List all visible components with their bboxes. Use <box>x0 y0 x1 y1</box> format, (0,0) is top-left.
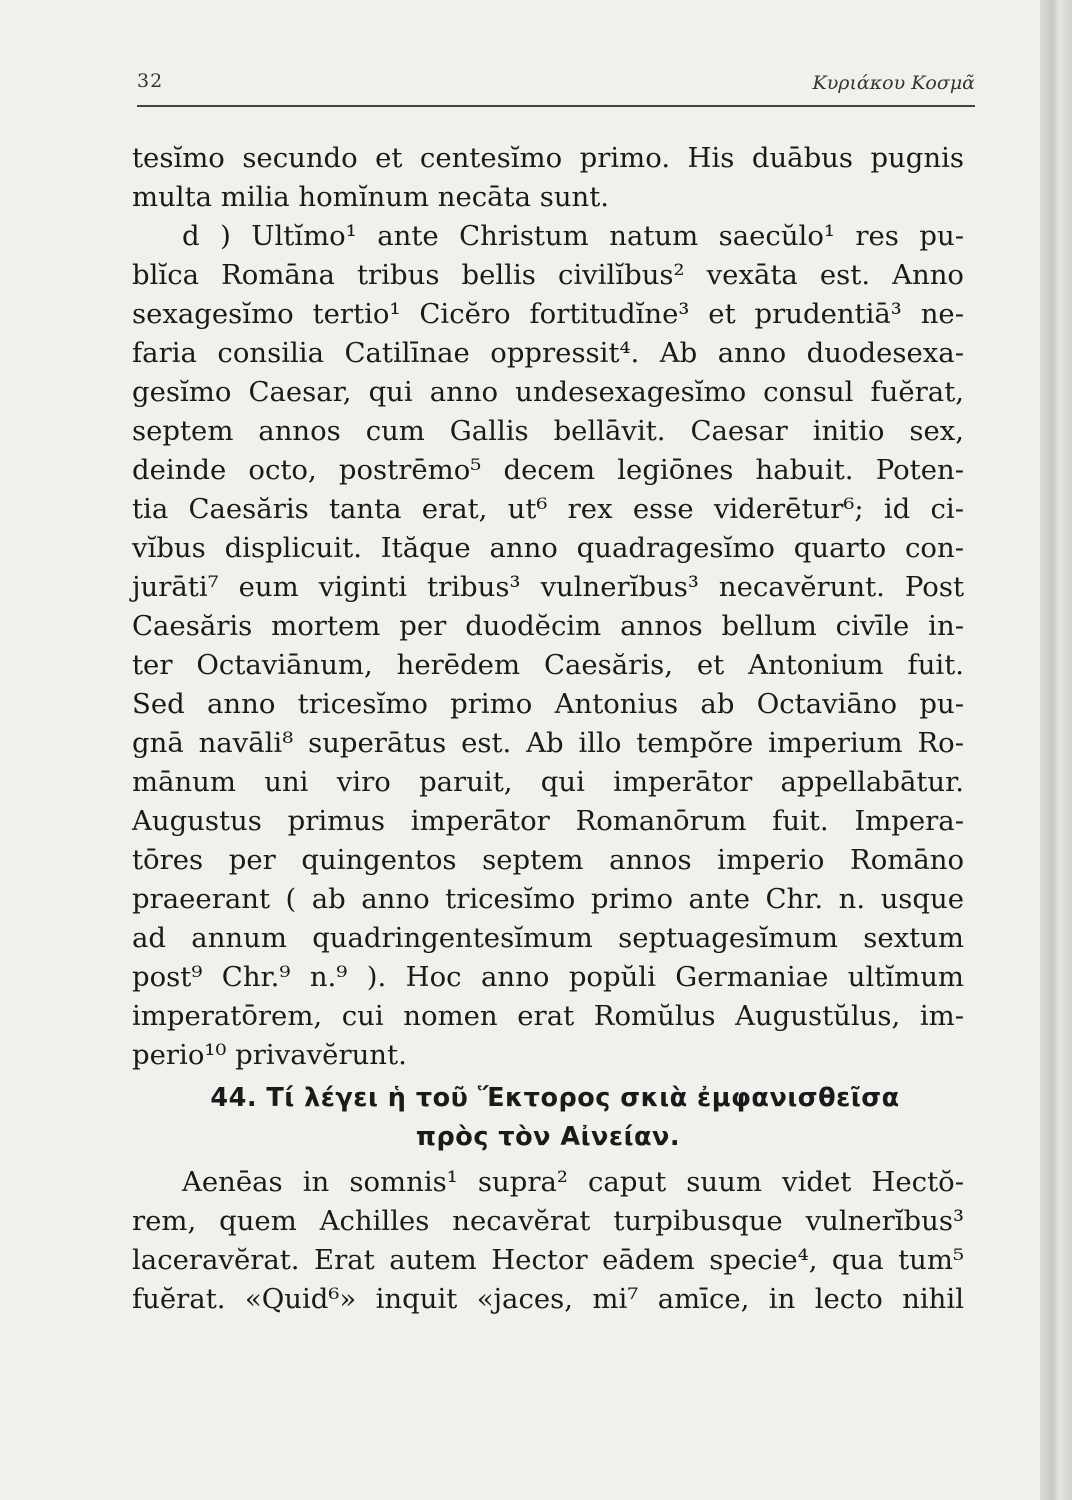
text-line: septem annos cum Gallis bellāvit. Caesar initio sex, <box>132 415 964 447</box>
section-heading-line-1: 44. Τί λέγει ἡ τοῦ Ἕκτορος σκιὰ ἐμφανισθεῖσα <box>210 1083 900 1113</box>
text-line: ad annum quadringentesĭmum septuagesĭmum sextum <box>132 922 964 954</box>
text-line: fuĕrat. «Quid⁶» inquit «jaces, mi⁷ amīce, in lecto nihil <box>132 1283 964 1315</box>
text-line: laceravĕrat. Erat autem Hector eādem specie⁴, qua tum⁵ <box>132 1244 964 1276</box>
adjacent-page-edge <box>1040 0 1072 1500</box>
paragraph-1 <box>132 139 964 217</box>
text-line: d ) Ultĭmo¹ ante Christum natum saecŭlo¹ res pu- <box>182 220 964 252</box>
body-text <box>132 139 964 1319</box>
text-line: faria consilia Catilīnae oppressit⁴. Ab anno duodesexa- <box>132 337 964 369</box>
text-line: Sed anno tricesĭmo primo Antonius ab Octaviāno pu- <box>132 688 964 720</box>
text-line: Caesăris mortem per duodĕcim annos bellum civīle in- <box>132 610 964 642</box>
page-header <box>137 70 975 104</box>
text-line: tia Caesăris tanta erat, ut⁶ rex esse viderētur⁶; id ci- <box>132 493 964 525</box>
text-line: mānum uni viro paruit, qui imperātor appellabātur. <box>132 766 964 798</box>
text-line: Aenēas in somnis¹ supra² caput suum videt Hectŏ- <box>182 1166 964 1198</box>
text-line: blĭca Romāna tribus bellis civilĭbus² vexāta est. Anno <box>132 259 964 291</box>
text-line: rem, quem Achilles necavĕrat turpibusque vulnerĭbus³ <box>132 1205 964 1237</box>
text-line: praeerant ( ab anno tricesĭmo primo ante Chr. n. usque <box>132 883 964 915</box>
text-line: tōres per quingentos septem annos imperio Romāno <box>132 844 964 876</box>
paragraph-3 <box>132 1163 964 1319</box>
text-line: jurāti⁷ eum viginti tribus³ vulnerĭbus³ necavĕrunt. Post <box>132 571 964 603</box>
text-line: Augustus primus imperātor Romanōrum fuit. Impera- <box>132 805 964 837</box>
text-line: perio¹⁰ privavĕrunt. <box>132 1039 407 1071</box>
running-head: Κυριάκου Κοσμᾶ <box>812 72 975 94</box>
text-line: multa milia homĭnum necāta sunt. <box>132 181 610 213</box>
text-line: ter Octaviānum, herēdem Caesăris, et Antonium fuit. <box>132 649 964 681</box>
text-line: imperatōrem, cui nomen erat Romŭlus Augustŭlus, im- <box>132 1000 964 1032</box>
page-number: 32 <box>137 70 164 92</box>
header-rule <box>137 105 975 107</box>
text-line: vĭbus displicuit. Ităque anno quadragesĭmo quarto con- <box>132 532 964 564</box>
text-line: gesĭmo Caesar, qui anno undesexagesĭmo consul fuĕrat, <box>132 376 964 408</box>
text-line: post⁹ Chr.⁹ n.⁹ ). Hoc anno popŭli Germaniae ultĭmum <box>132 961 964 993</box>
text-line: deinde octo, postrēmo⁵ decem legiōnes habuit. Poten- <box>132 454 964 486</box>
text-line: gnā navāli⁸ superātus est. Ab illo tempŏre imperium Ro- <box>132 727 964 759</box>
text-line: sexagesĭmo tertio¹ Cicĕro fortitudĭne³ et prudentiā³ ne- <box>132 298 964 330</box>
text-line: tesĭmo secundo et centesĭmo primo. His duābus pugnis <box>132 142 964 174</box>
paragraph-2 <box>132 217 964 1075</box>
section-heading-line-2: πρὸς τὸν Αἰνείαν. <box>415 1122 681 1152</box>
